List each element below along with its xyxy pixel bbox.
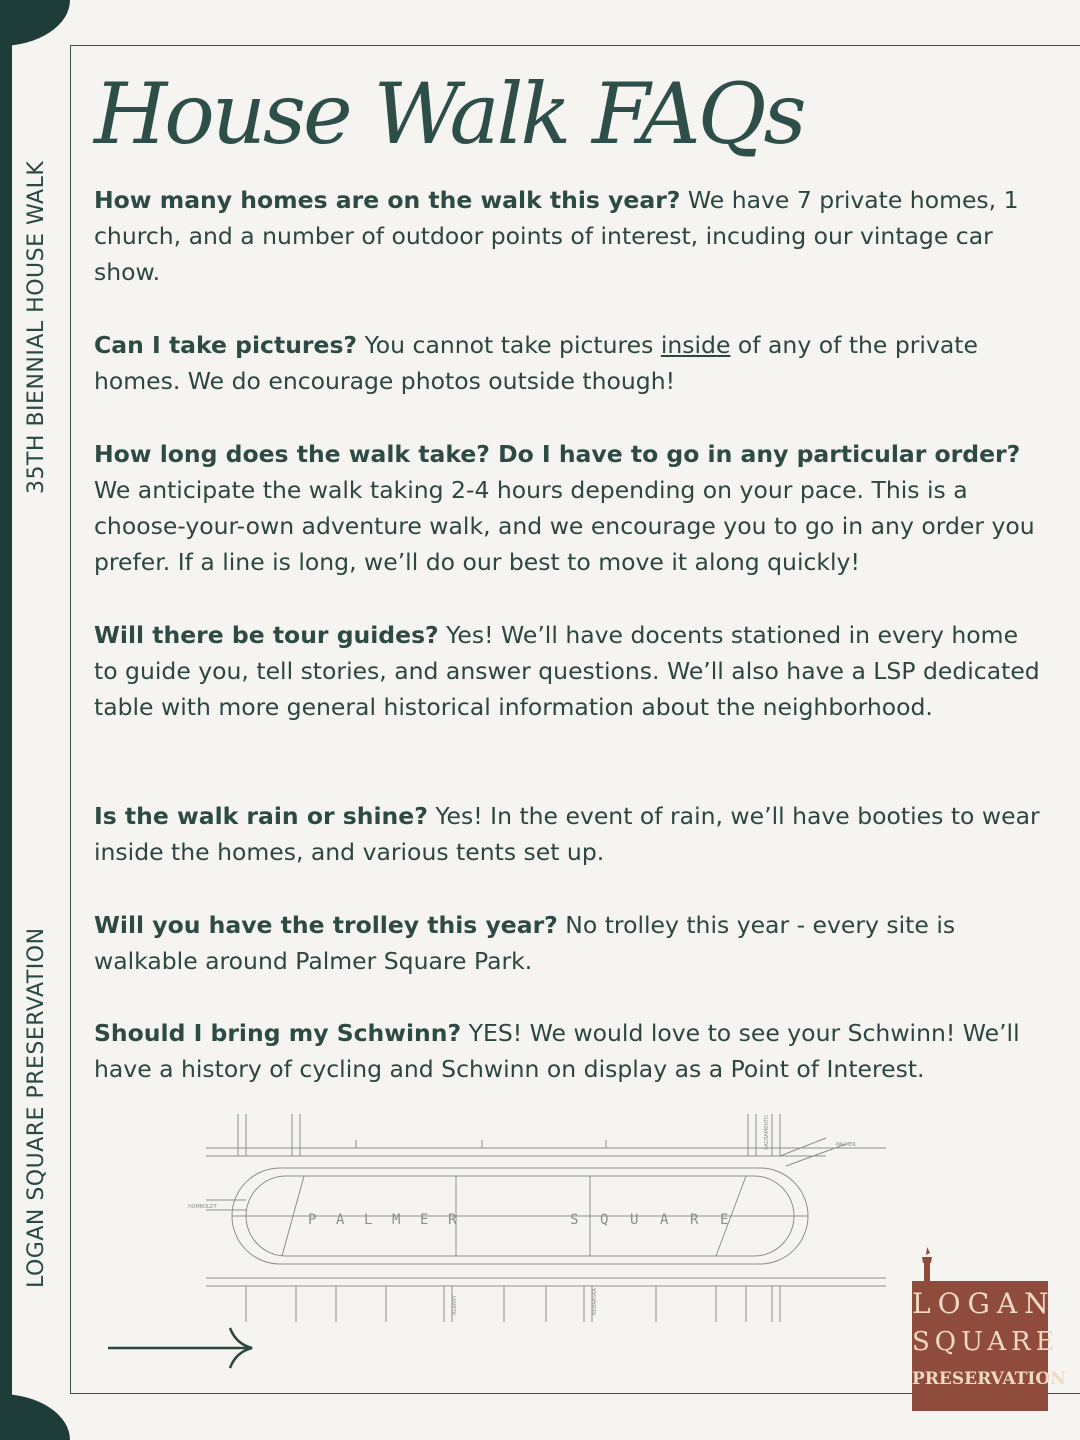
faq-item xyxy=(94,798,1049,870)
map-park-letter: S xyxy=(570,1212,579,1228)
map-park-letter: A xyxy=(336,1212,345,1228)
faq-item xyxy=(94,182,1049,290)
map-street-label: SACRAMENTO xyxy=(764,1115,770,1150)
map-park-letter: U xyxy=(630,1212,639,1228)
faq-question: Will there be tour guides? xyxy=(94,621,439,649)
faq-item xyxy=(94,907,1049,979)
paper-edge xyxy=(12,46,22,1394)
right-arrow-icon xyxy=(104,1322,264,1372)
map-street-label: HUMBOLDT xyxy=(188,1204,217,1210)
faq-question: Will you have the trolley this year? xyxy=(94,911,558,939)
map-park-letter: P xyxy=(308,1212,317,1228)
map-street-label: ALBANY xyxy=(452,1295,458,1315)
faq-item xyxy=(94,436,1049,580)
page-edge xyxy=(0,0,12,1440)
frame-left-rule xyxy=(70,45,71,1394)
palmer-square-map xyxy=(186,1110,898,1335)
sidebar-top-label: 35TH BIENNIAL HOUSE WALK xyxy=(24,160,49,494)
logo-line-2: SQUARE xyxy=(912,1327,1060,1357)
map-park-letter: E xyxy=(720,1212,729,1228)
faq-question: Is the walk rain or shine? xyxy=(94,802,428,830)
faq-question: How long does the walk take? Do I have to go in any particular order? xyxy=(94,440,1021,468)
map-park-letter: L xyxy=(364,1212,373,1228)
map-park-letter: R xyxy=(690,1212,699,1228)
map-park-letter: M xyxy=(392,1212,401,1228)
map-park-letter: Q xyxy=(600,1212,609,1228)
faq-answer: of any of the private homes. We do encourage photos outside though! xyxy=(94,331,978,395)
logo-line-1: LOGAN xyxy=(912,1287,1056,1320)
map-street-label: PALMER xyxy=(836,1142,856,1148)
map-park-letter: R xyxy=(448,1212,457,1228)
map-street-label: NEBRASKA xyxy=(592,1288,598,1315)
sidebar-bottom-label: LOGAN SQUARE PRESERVATION xyxy=(24,927,49,1288)
faq-answer: Yes! In the event of rain, we’ll have booties to wear inside the homes, and various tents set up. xyxy=(94,802,1040,866)
faq-item xyxy=(94,327,1049,399)
faq-item xyxy=(94,617,1049,725)
map-park-letter: E xyxy=(420,1212,429,1228)
faq-answer: YES! We would love to see your Schwinn! We’ll have a history of cycling and Schwinn on display as a Point of Interest. xyxy=(94,1019,1020,1083)
faq-question: How many homes are on the walk this year? xyxy=(94,186,681,214)
map-park-letter: A xyxy=(660,1212,669,1228)
faq-answer: We anticipate the walk taking 2-4 hours depending on your pace. This is a choose-your-own adventure walk, and we encourage you to go in any order you prefer. If a line is long, we’ll do our best to move it along quickly! xyxy=(94,476,1035,576)
faq-question: Can I take pictures? xyxy=(94,331,358,359)
faq-answer: You cannot take pictures xyxy=(364,331,654,359)
frame-top-rule xyxy=(70,45,1080,46)
logo-line-3: PRESERVATION xyxy=(912,1369,1066,1389)
faq-question: Should I bring my Schwinn? xyxy=(94,1019,462,1047)
faq-item xyxy=(94,1015,1049,1087)
faq-answer-emphasis: inside xyxy=(660,331,731,359)
page-title: House Walk FAQs xyxy=(94,65,804,163)
faq-answer: No trolley this year - every site is walkable around Palmer Square Park. xyxy=(94,911,956,975)
faq-answer: Yes! We’ll have docents stationed in every home to guide you, tell stories, and answer questions. We’ll also have a LSP dedicated table with more general historical information about the neighborhood. xyxy=(94,621,1040,721)
logan-square-preservation-logo xyxy=(912,1245,1066,1411)
faq-answer: We have 7 private homes, 1 church, and a number of outdoor points of interest, incuding our vintage car show. xyxy=(94,186,1019,286)
